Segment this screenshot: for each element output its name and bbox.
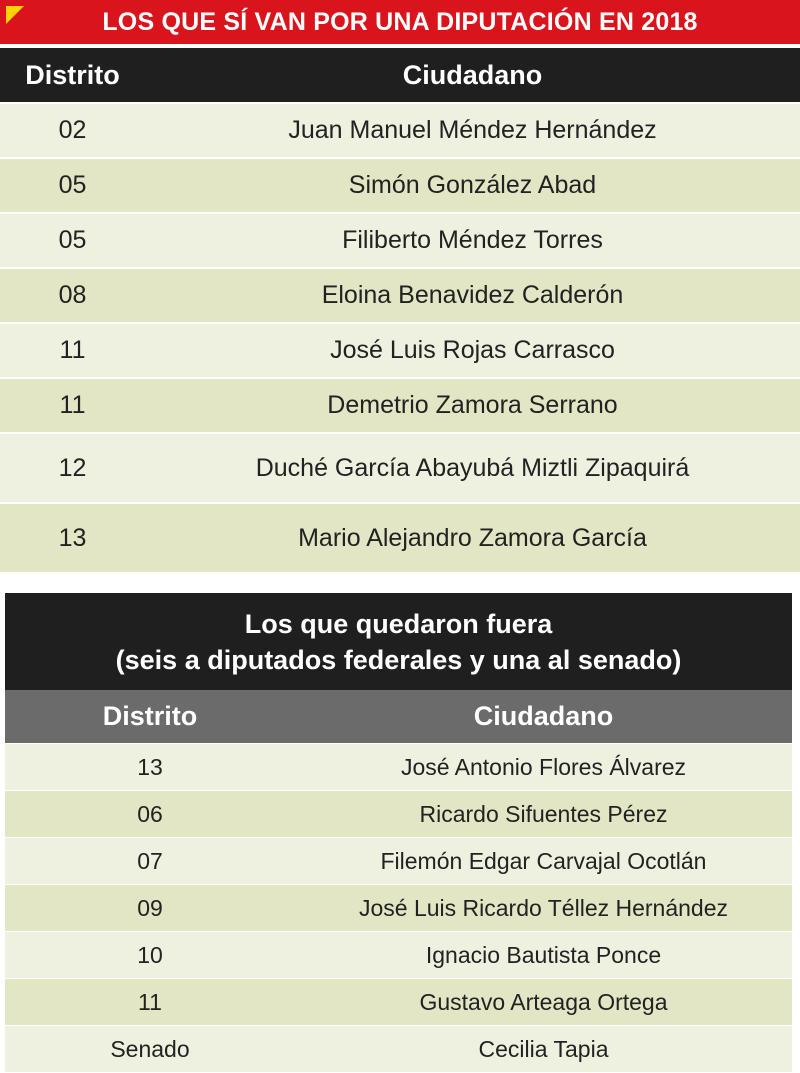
column-header-district: Distrito bbox=[102, 701, 198, 731]
citizen-cell: José Luis Rojas Carrasco bbox=[330, 336, 615, 364]
candidates-table bbox=[0, 48, 800, 572]
district-cell: 08 bbox=[58, 281, 87, 309]
excluded-candidates-table bbox=[5, 593, 792, 1072]
citizen-cell: Ignacio Bautista Ponce bbox=[425, 941, 662, 968]
column-header-citizen: Ciudadano bbox=[402, 59, 543, 90]
district-cell: 06 bbox=[137, 800, 163, 827]
table-row bbox=[5, 790, 792, 837]
banner-title: LOS QUE SÍ VAN POR UNA DIPUTACIÓN EN 2018 bbox=[102, 7, 698, 36]
district-cell: 05 bbox=[58, 226, 87, 254]
column-header-district: Distrito bbox=[25, 59, 120, 90]
citizen-cell: Filiberto Méndez Torres bbox=[342, 226, 603, 254]
district-cell: 05 bbox=[58, 171, 87, 199]
district-cell: 13 bbox=[58, 523, 87, 552]
district-cell: 11 bbox=[59, 391, 86, 419]
excluded-title-line-1: Los que quedaron fuera bbox=[244, 608, 553, 639]
citizen-cell: Juan Manuel Méndez Hernández bbox=[288, 116, 657, 144]
district-cell: 12 bbox=[58, 453, 87, 482]
candidates-table-header bbox=[0, 48, 800, 102]
district-cell: 07 bbox=[137, 847, 163, 874]
citizen-cell: Cecilia Tapia bbox=[478, 1035, 609, 1062]
citizen-cell: Eloina Benavidez Calderón bbox=[321, 281, 624, 309]
district-cell: 10 bbox=[137, 941, 163, 968]
table-row bbox=[0, 502, 800, 572]
table-row bbox=[0, 157, 800, 212]
table-row bbox=[5, 978, 792, 1025]
excluded-title-line-2: (seis a diputados federales y una al senado) bbox=[115, 644, 682, 675]
table-row bbox=[0, 267, 800, 322]
title-banner bbox=[0, 0, 800, 44]
citizen-cell: Duché García Abayubá Miztli Zipaquirá bbox=[255, 453, 690, 482]
table-row bbox=[5, 743, 792, 790]
table-row bbox=[5, 1025, 792, 1072]
citizen-cell: Gustavo Arteaga Ortega bbox=[419, 988, 668, 1015]
citizen-cell: Simón González Abad bbox=[348, 171, 597, 199]
table-row bbox=[0, 377, 800, 432]
citizen-cell: José Antonio Flores Álvarez bbox=[400, 753, 687, 780]
table-row bbox=[0, 322, 800, 377]
district-cell: 11 bbox=[59, 336, 86, 364]
corner-triangle-icon bbox=[6, 6, 24, 24]
district-cell: Senado bbox=[110, 1035, 190, 1062]
table-row bbox=[5, 837, 792, 884]
citizen-cell: Ricardo Sifuentes Pérez bbox=[419, 800, 668, 827]
excluded-table-header bbox=[5, 690, 792, 743]
citizen-cell: José Luis Ricardo Téllez Hernández bbox=[358, 894, 729, 921]
table-row bbox=[0, 102, 800, 157]
district-cell: 11 bbox=[138, 988, 162, 1015]
column-header-citizen: Ciudadano bbox=[473, 701, 614, 731]
citizen-cell: Demetrio Zamora Serrano bbox=[327, 391, 618, 419]
excluded-table-title bbox=[5, 593, 792, 690]
table-row bbox=[5, 884, 792, 931]
district-cell: 09 bbox=[137, 894, 163, 921]
table-row bbox=[5, 931, 792, 978]
table-row bbox=[0, 212, 800, 267]
district-cell: 02 bbox=[58, 116, 87, 144]
district-cell: 13 bbox=[137, 753, 163, 780]
citizen-cell: Mario Alejandro Zamora García bbox=[298, 523, 647, 552]
table-row bbox=[0, 432, 800, 502]
citizen-cell: Filemón Edgar Carvajal Ocotlán bbox=[380, 847, 707, 874]
